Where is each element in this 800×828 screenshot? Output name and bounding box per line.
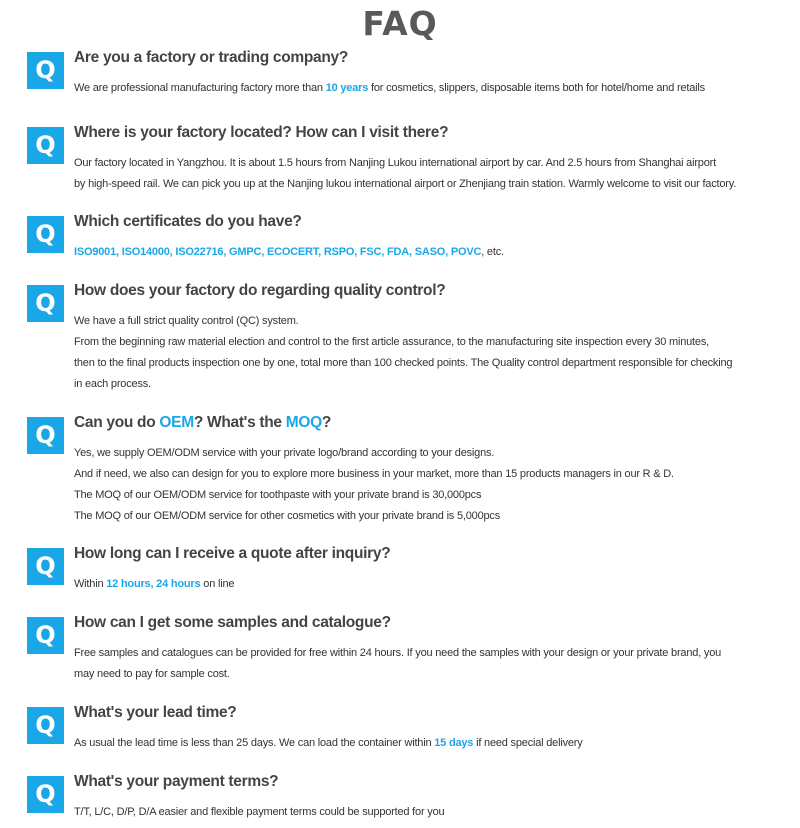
- faq-question: What's your payment terms?: [74, 773, 279, 790]
- q-icon: Q: [27, 127, 64, 164]
- q-icon: Q: [27, 776, 64, 813]
- faq-question: Where is your factory located? How can I visit there?: [74, 124, 449, 141]
- faq-answer: Yes, we supply OEM/ODM service with your private logo/brand according to your designs. And if need, we also can design for you to explore more business in your market, more than 15 products managers in our R & D. The MOQ of our OEM/ODM service for toothpaste with your private brand is 30,000pcs The MOQ of our OEM/ODM service for other cosmetics with your private brand is 5,000pcs: [74, 447, 674, 522]
- faq-question: Can you do OEM? What's the MOQ?: [74, 414, 332, 431]
- q-icon: Q: [27, 216, 64, 253]
- highlight-text: 15 days: [434, 737, 474, 749]
- faq-answer: We have a full strict quality control (QC) system. From the beginning raw material election and control to the first article assurance, to the manufacturing site inspection every 30 minutes, then to the final products inspection one by one, total more than 100 checked points. The Quality control department responsible for checking in each process.: [74, 315, 733, 390]
- faq-answer: Our factory located in Yangzhou. It is about 1.5 hours from Nanjing Lukou international airport by car. And 2.5 hours from Shanghai airport by high-speed rail. We can pick you up at the Nanjing lukou international airport or Zhenjiang train station. Warmly welcome to visit our factory.: [74, 157, 737, 190]
- highlight-text: 10 years: [325, 82, 369, 94]
- q-icon: Q: [27, 548, 64, 585]
- q-icon: Q: [27, 617, 64, 654]
- faq-question: How can I get some samples and catalogue?: [74, 614, 391, 631]
- faq-answer: ISO9001, ISO14000, ISO22716, GMPC, ECOCERT, RSPO, FSC, FDA, SASO, POVC, etc.: [74, 246, 504, 258]
- faq-answer: Free samples and catalogues can be provided for free within 24 hours. If you need the samples with your design or your private brand, you may need to pay for sample cost.: [74, 647, 722, 680]
- q-icon: Q: [27, 285, 64, 322]
- faq-question: Are you a factory or trading company?: [74, 49, 348, 66]
- faq-answer: T/T, L/C, D/P, D/A easier and flexible payment terms could be supported for you: [74, 806, 445, 818]
- page-title: FAQ: [362, 4, 438, 43]
- q-icon: Q: [27, 417, 64, 454]
- faq-question: What's your lead time?: [74, 704, 237, 721]
- faq-answer: We are professional manufacturing factory more than 10 years for cosmetics, slippers, disposable items both for hotel/home and retails: [74, 82, 705, 94]
- q-icon: Q: [27, 707, 64, 744]
- q-icon: Q: [27, 52, 64, 89]
- faq-answer: Within 12 hours, 24 hours on line: [74, 578, 235, 590]
- faq-question: How long can I receive a quote after inquiry?: [74, 545, 391, 562]
- faq-question: How does your factory do regarding quality control?: [74, 282, 446, 299]
- highlight-text: 12 hours, 24 hours: [106, 578, 201, 590]
- highlight-text: MOQ: [285, 414, 322, 431]
- highlight-text: ISO9001, ISO14000, ISO22716, GMPC, ECOCERT, RSPO, FSC, FDA, SASO, POVC: [74, 246, 482, 258]
- faq-answer: As usual the lead time is less than 25 days. We can load the container within 15 days if need special delivery: [74, 737, 583, 749]
- highlight-text: OEM: [159, 414, 194, 431]
- faq-question: Which certificates do you have?: [74, 213, 302, 230]
